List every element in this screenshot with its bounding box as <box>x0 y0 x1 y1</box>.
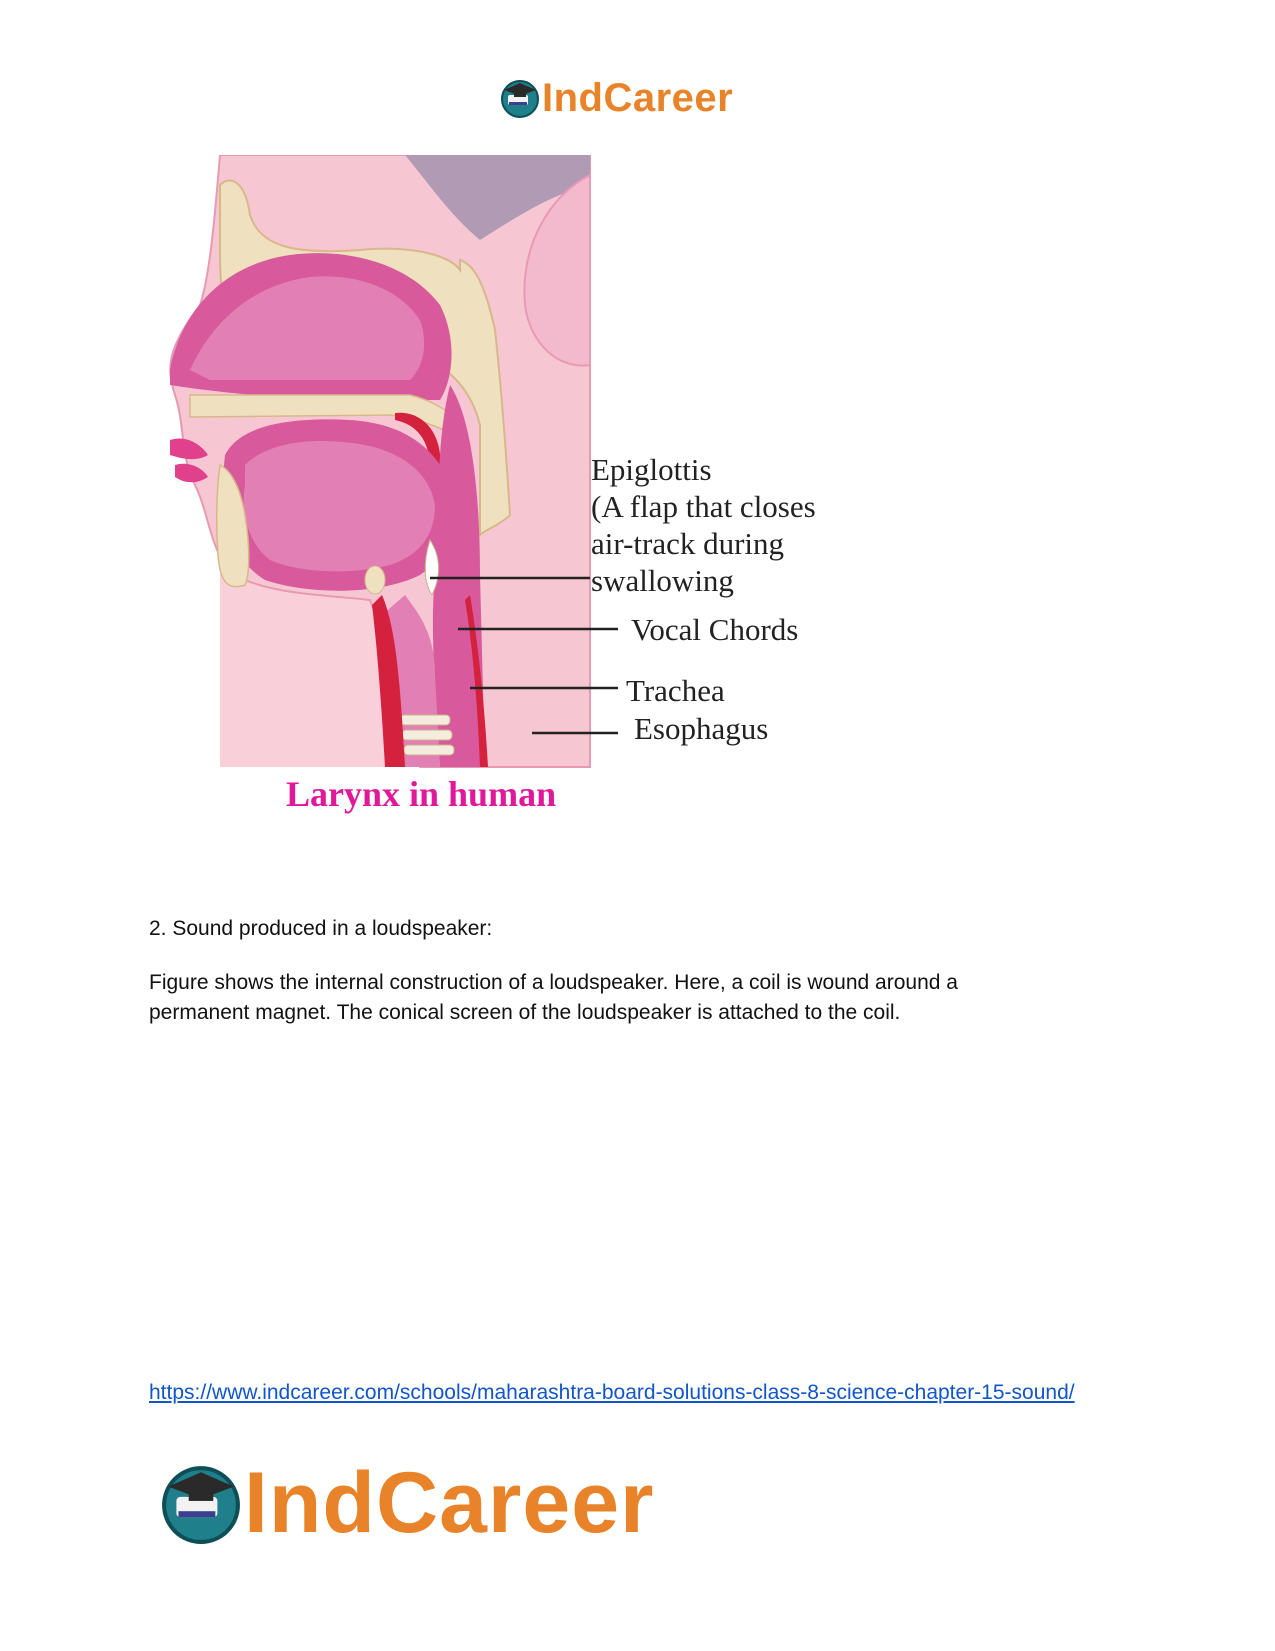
figure-caption: Larynx in human <box>286 774 557 814</box>
label-esophagus: Esophagus <box>634 711 769 746</box>
paragraph-line: Figure shows the internal construction of a loudspeaker. Here, a coil is wound around a <box>149 971 958 994</box>
label-epiglottis <box>591 451 816 599</box>
label-trachea: Trachea <box>626 673 725 708</box>
label-vocal-chords: Vocal Chords <box>631 612 799 647</box>
section-heading: 2. Sound produced in a loudspeaker: <box>149 917 493 940</box>
label-epiglottis-line: swallowing <box>591 563 734 598</box>
source-link[interactable]: https://www.indcareer.com/schools/maharashtra-board-solutions-class-8-science-chapter-15-sound/ <box>149 1381 1075 1404</box>
logo-wordmark: IndCareer <box>244 1455 655 1551</box>
label-epiglottis-line: (A flap that closes <box>591 489 816 524</box>
paragraph-line: permanent magnet. The conical screen of the loudspeaker is attached to the coil. <box>149 1001 901 1024</box>
body-paragraph <box>149 968 958 1028</box>
label-epiglottis-line: Epiglottis <box>591 452 712 487</box>
larynx-figure <box>150 155 870 875</box>
logo-wordmark: IndCareer <box>542 76 734 120</box>
graduation-globe-icon <box>160 1462 242 1544</box>
graduation-globe-icon <box>500 78 540 118</box>
header-logo <box>500 78 733 118</box>
footer-logo <box>160 1455 655 1551</box>
label-epiglottis-line: air-track during <box>591 526 785 561</box>
